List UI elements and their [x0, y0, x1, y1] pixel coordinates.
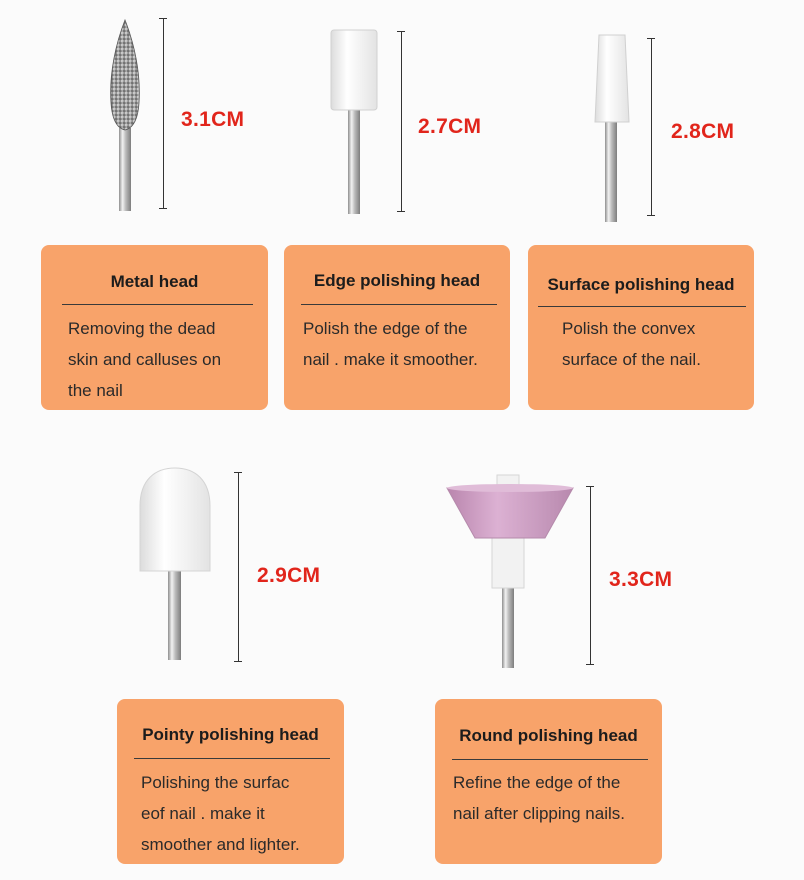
surface-title: Surface polishing head: [547, 275, 735, 294]
surface-polishing-bit-icon: [592, 32, 632, 224]
surface-size-cap-bottom: [647, 215, 655, 216]
metal-description: [68, 313, 221, 406]
surface-description: [562, 313, 701, 375]
pointy-polishing-bit-icon: [135, 466, 215, 662]
surface-size-label: 2.8CM: [671, 120, 735, 143]
surface-size-line: [651, 38, 652, 216]
metal-size-line: [163, 18, 164, 209]
pointy-description: [141, 767, 300, 860]
edge-card: [284, 245, 510, 410]
surface-divider: [538, 306, 746, 307]
pointy-size-line: [238, 472, 239, 662]
edge-polishing-bit-icon: [328, 28, 380, 216]
metal-desc-line: the nail: [68, 381, 123, 400]
surface-desc-line: surface of the nail.: [562, 350, 701, 369]
pointy-size-cap-top: [234, 472, 242, 473]
round-divider: [452, 759, 648, 760]
metal-drill-bit-icon: [100, 18, 150, 213]
round-card: [435, 699, 662, 864]
edge-divider: [301, 304, 497, 305]
surface-size-cap-top: [647, 38, 655, 39]
round-size-line: [590, 486, 591, 665]
metal-size-cap-bottom: [159, 208, 167, 209]
pointy-desc-line: Polishing the surfac: [141, 773, 290, 792]
edge-size-cap-top: [397, 31, 405, 32]
edge-title: Edge polishing head: [313, 271, 481, 290]
round-size-cap-bottom: [586, 664, 594, 665]
metal-title: Metal head: [110, 272, 199, 291]
metal-card: [41, 245, 268, 410]
surface-card: [528, 245, 754, 410]
round-description: [453, 767, 625, 829]
round-size-cap-top: [586, 486, 594, 487]
pointy-size-cap-bottom: [234, 661, 242, 662]
pointy-title: Pointy polishing head: [142, 725, 319, 744]
edge-size-cap-bottom: [397, 211, 405, 212]
surface-desc-line: Polish the convex: [562, 319, 696, 338]
edge-desc-line: Polish the edge of the: [303, 319, 468, 338]
edge-desc-line: nail . make it smoother.: [303, 350, 478, 369]
metal-size-cap-top: [159, 18, 167, 19]
pointy-desc-line: smoother and lighter.: [141, 835, 300, 854]
pointy-size-label: 2.9CM: [257, 564, 321, 587]
edge-description: [303, 313, 478, 375]
metal-size-label: 3.1CM: [181, 108, 245, 131]
round-size-label: 3.3CM: [609, 568, 673, 591]
pointy-divider: [134, 758, 330, 759]
round-desc-line: Refine the edge of the: [453, 773, 621, 792]
metal-divider: [62, 304, 253, 305]
round-polishing-bit-icon: [445, 470, 575, 670]
round-desc-line: nail after clipping nails.: [453, 804, 625, 823]
edge-size-label: 2.7CM: [418, 115, 482, 138]
pointy-card: [117, 699, 344, 864]
round-title: Round polishing head: [459, 726, 638, 745]
edge-size-line: [401, 31, 402, 212]
metal-desc-line: skin and calluses on: [68, 350, 222, 369]
pointy-desc-line: eof nail . make it: [141, 804, 265, 823]
metal-desc-line: Removing the dead: [68, 319, 216, 338]
